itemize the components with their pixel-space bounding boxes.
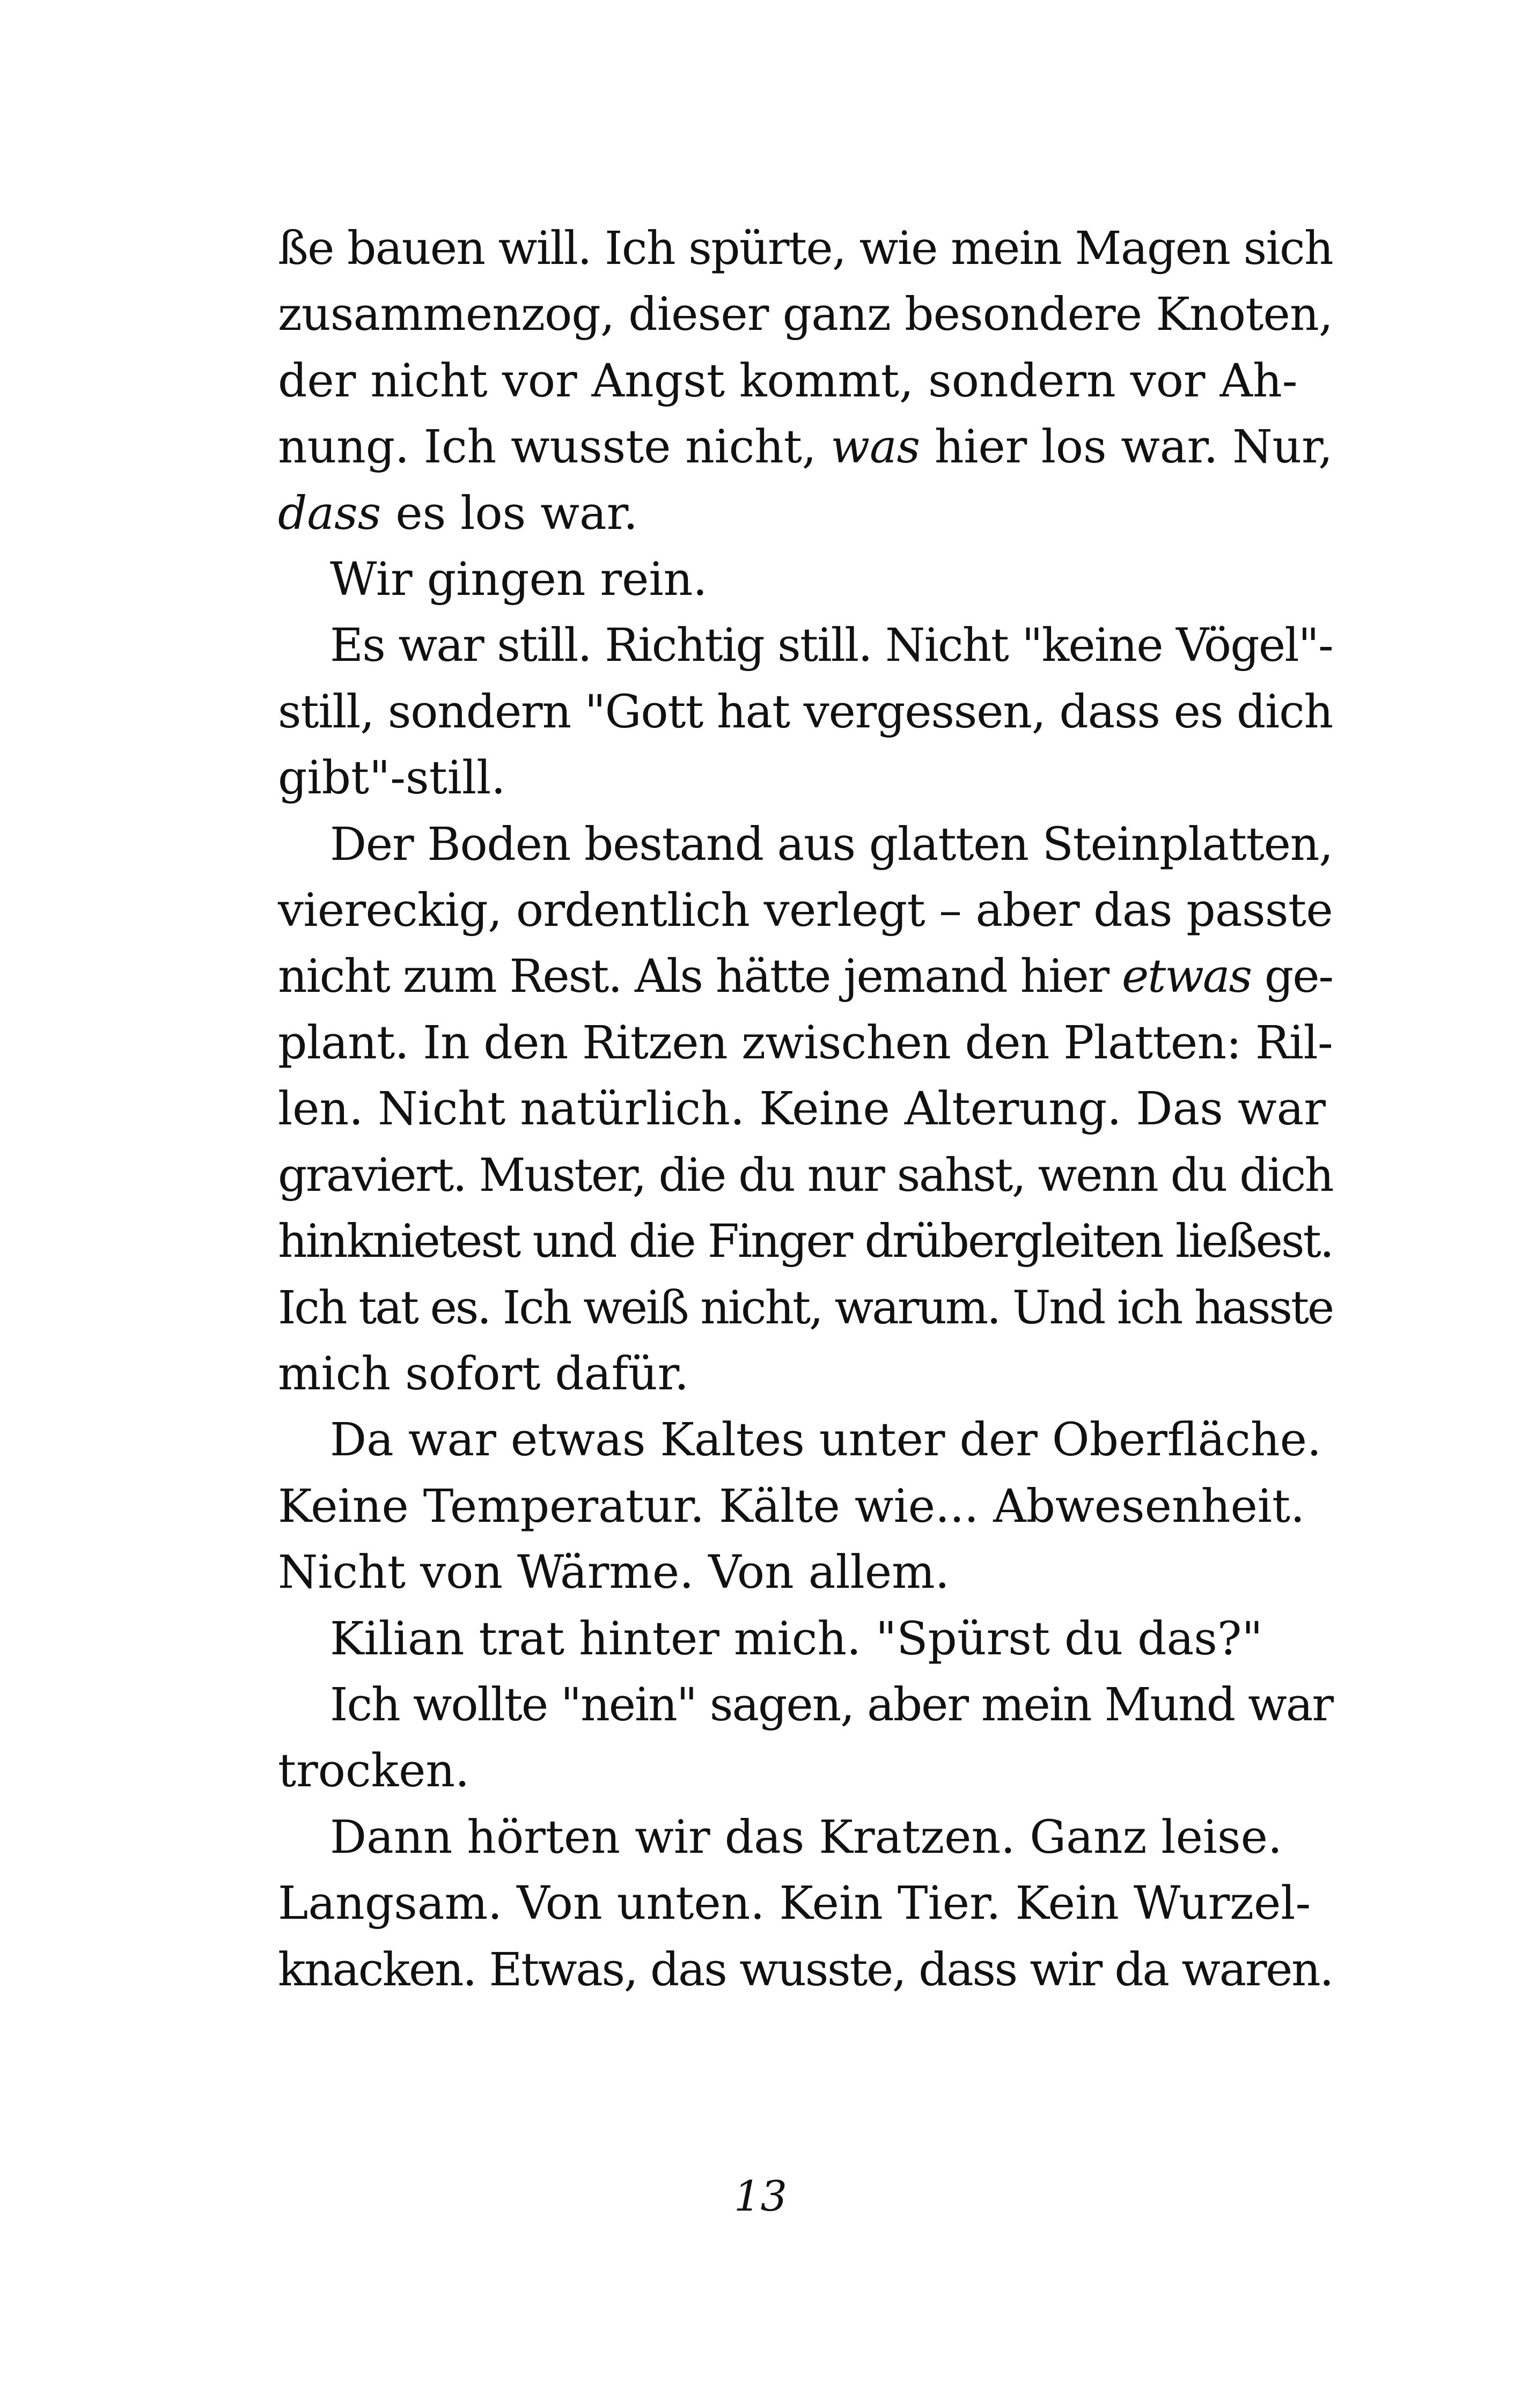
- text-segment: Dann hörten wir das Kratzen. Ganz leise.: [330, 1810, 1282, 1864]
- text-segment: still, sondern "Gott hat vergessen, dass es dich: [278, 685, 1333, 739]
- paragraph: [226, 1606, 1281, 1672]
- text-line: [226, 1143, 1333, 1209]
- text-line: [226, 1540, 1281, 1606]
- text-segment: Kilian trat hinter mich. "Spürst du das?": [330, 1612, 1263, 1666]
- text-segment: trocken.: [278, 1744, 470, 1798]
- text-line: [226, 745, 1281, 811]
- text-line: [226, 1937, 1333, 2003]
- text-line: [226, 1672, 1333, 1738]
- text-line: [226, 1010, 1333, 1076]
- text-segment: ße bauen will. Ich spürte, wie mein Magen sich: [278, 222, 1333, 275]
- text-segment: nung. Ich wusste nicht,: [278, 421, 831, 474]
- italic-emphasis: dass: [278, 487, 381, 540]
- text-segment: viereckig, ordentlich verlegt – aber das passte: [278, 884, 1333, 938]
- text-line: [226, 1871, 1311, 1936]
- text-segment: Ich tat es. Ich weiß nicht, warum. Und ich hasste: [278, 1281, 1333, 1335]
- text-segment: plant. In den Ritzen zwischen den Platten: Ril-: [278, 1016, 1333, 1070]
- text-segment: hier los war. Nur,: [920, 421, 1333, 474]
- paragraph: [226, 812, 1333, 1408]
- text-segment: Es war still. Richtig still. Nicht "keine Vögel"-: [330, 619, 1333, 673]
- text-line: [226, 1606, 1281, 1672]
- text-line: [226, 414, 1333, 480]
- text-segment: Nicht von Wärme. Von allem.: [278, 1546, 950, 1600]
- text-line: [226, 1738, 1281, 1804]
- text-line: [226, 679, 1333, 745]
- text-line: [226, 481, 1281, 547]
- text-line: [226, 282, 1333, 348]
- text-segment: hinknietest und die Finger drübergleiten ließest.: [278, 1215, 1333, 1269]
- text-segment: graviert. Muster, die du nur sahst, wenn du dich: [278, 1148, 1333, 1202]
- body-text: [226, 216, 1333, 2003]
- text-line: [226, 944, 1333, 1010]
- text-line: [226, 812, 1333, 878]
- paragraph: [226, 547, 1281, 613]
- text-line: [226, 1407, 1321, 1473]
- italic-emphasis: etwas: [1121, 950, 1251, 1004]
- page-number: 13: [733, 2173, 788, 2221]
- text-segment: Der Boden bestand aus glatten Steinplatten,: [330, 818, 1333, 871]
- paragraph: [226, 1407, 1321, 1606]
- text-segment: len. Nicht natürlich. Keine Alterung. Das war: [278, 1083, 1326, 1136]
- text-line: [226, 1474, 1305, 1540]
- text-segment: ge-: [1251, 950, 1333, 1004]
- text-segment: Ich wollte "nein" sagen, aber mein Mund war: [330, 1678, 1333, 1732]
- text-line: [226, 348, 1298, 414]
- text-segment: zusammenzog, dieser ganz besondere Knoten,: [278, 288, 1333, 342]
- text-segment: Langsam. Von unten. Kein Tier. Kein Wurzel-: [278, 1877, 1311, 1931]
- text-segment: Keine Temperatur. Kälte wie... Abwesenheit.: [278, 1479, 1305, 1533]
- text-segment: nicht zum Rest. Als hätte jemand hier: [278, 950, 1122, 1004]
- text-line: [226, 613, 1333, 679]
- paragraph: [226, 216, 1333, 547]
- text-line: [226, 1209, 1333, 1275]
- paragraph: [226, 1672, 1333, 1805]
- text-line: [226, 216, 1333, 282]
- italic-emphasis: was: [831, 421, 920, 474]
- text-line: [226, 1341, 1281, 1407]
- text-line: [226, 1275, 1333, 1341]
- text-segment: Wir gingen rein.: [330, 553, 708, 607]
- paragraph: [226, 1805, 1333, 2003]
- text-segment: gibt"-still.: [278, 752, 506, 805]
- text-segment: mich sofort dafür.: [278, 1347, 689, 1401]
- text-segment: knacken. Etwas, das wusste, dass wir da waren.: [278, 1943, 1333, 1997]
- text-line: [226, 1805, 1281, 1871]
- text-segment: es los war.: [381, 487, 638, 540]
- text-line: [226, 547, 1281, 613]
- text-line: [226, 878, 1333, 944]
- text-line: [226, 1076, 1326, 1142]
- paragraph: [226, 613, 1333, 811]
- text-segment: Da war etwas Kaltes unter der Oberfläche.: [330, 1413, 1321, 1467]
- text-segment: der nicht vor Angst kommt, sondern vor Ah-: [278, 354, 1298, 408]
